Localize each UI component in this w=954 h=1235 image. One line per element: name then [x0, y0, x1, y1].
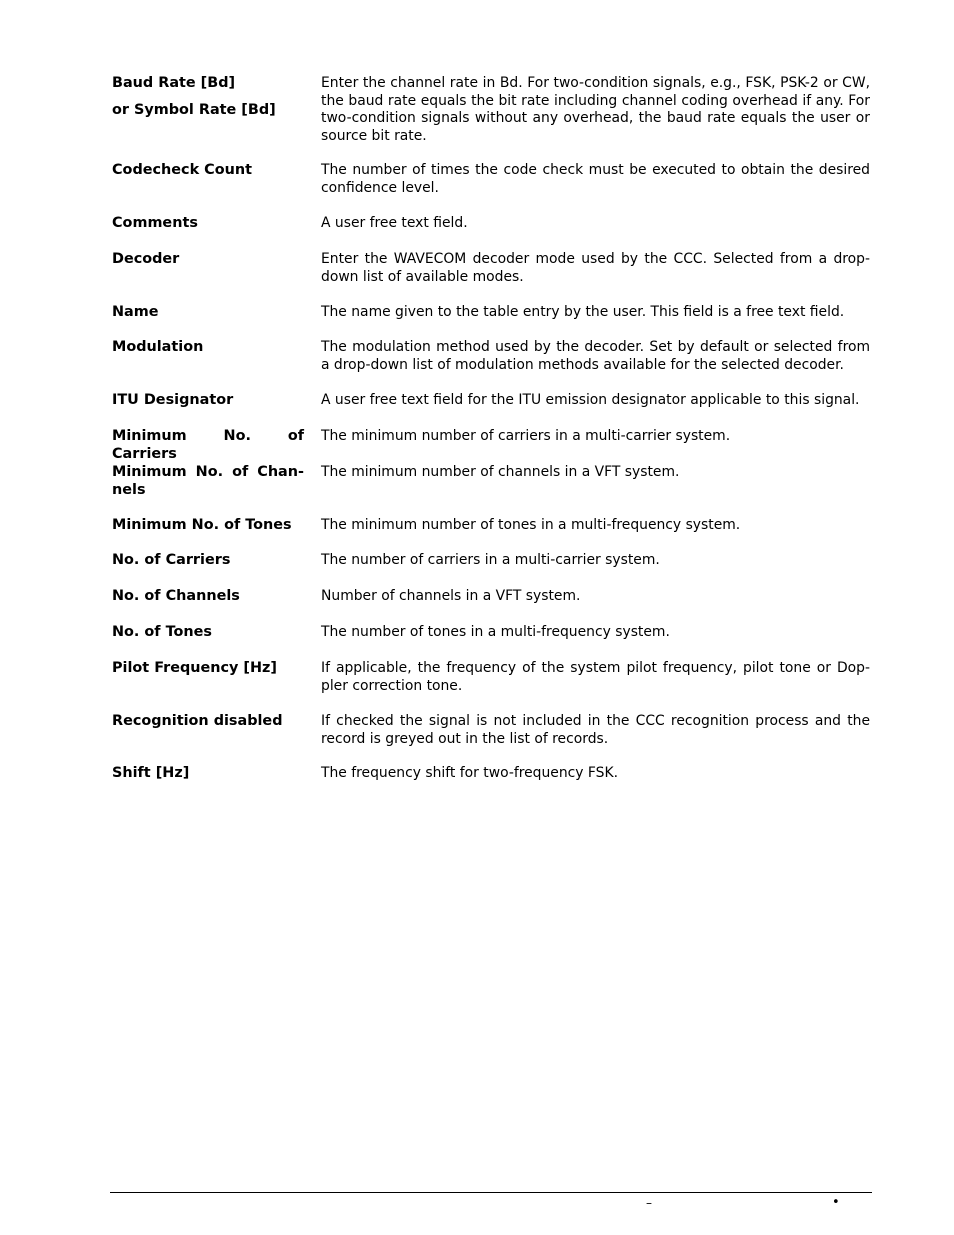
- entry-term: Recognition disabled: [112, 713, 283, 729]
- entry-term: No. of Carriers: [112, 552, 231, 568]
- entry-definition: If applicable, the frequency of the system pilot frequency, pilot tone or Dop-pler correction tone.: [321, 660, 870, 694]
- entry-definition: Enter the channel rate in Bd. For two-condition signals, e.g., FSK, PSK-2 or CW, the baud rate equals the bit rate including channel coding overhead if any. For two-condition signals without any overhead, the baud rate equals the user or source bit rate.: [321, 75, 870, 144]
- entry-term-line: Baud Rate [Bd]: [112, 75, 236, 91]
- footer-dash: –: [646, 1196, 652, 1210]
- entry-definition: The name given to the table entry by the user. This field is a free text field.: [321, 304, 845, 320]
- entry-term: Minimum No. of Chan-nels: [112, 464, 304, 498]
- entry-definition: The number of tones in a multi-frequency system.: [321, 624, 670, 640]
- entry-term: Modulation: [112, 339, 204, 355]
- entry-term: Shift [Hz]: [112, 765, 190, 781]
- entry-term: ITU Designator: [112, 392, 234, 408]
- entry-definition: Enter the WAVECOM decoder mode used by the CCC. Selected from a drop-down list of available modes.: [321, 251, 870, 285]
- footer-bullet-icon: •: [832, 1195, 840, 1210]
- entry-definition: The minimum number of tones in a multi-frequency system.: [321, 517, 741, 533]
- entry-definition: The number of carriers in a multi-carrier system.: [321, 552, 660, 568]
- entry-definition: If checked the signal is not included in the CCC recognition process and the record is greyed out in the list of records.: [321, 713, 870, 747]
- entry-term: Minimum No. of Tones: [112, 517, 292, 533]
- entry-definition: A user free text field.: [321, 215, 468, 231]
- entry-term: No. of Tones: [112, 624, 212, 640]
- entry-definition: The modulation method used by the decoder. Set by default or selected from a drop-down list of modulation methods available for the selected decoder.: [321, 339, 870, 373]
- entry-definition: The minimum number of carriers in a multi-carrier system.: [321, 428, 731, 444]
- entry-term: [112, 75, 304, 119]
- entry-term: Comments: [112, 215, 198, 231]
- entry-definition: The minimum number of channels in a VFT system.: [321, 464, 680, 480]
- footer-divider: [110, 1192, 872, 1193]
- entry-definition: The frequency shift for two-frequency FSK.: [321, 765, 619, 781]
- entry-term: Decoder: [112, 251, 180, 267]
- entry-definition: The number of times the code check must be executed to obtain the desired confidence level.: [321, 162, 870, 196]
- entry-term: No. of Channels: [112, 588, 240, 604]
- entry-term: Codecheck Count: [112, 162, 252, 178]
- entry-term: Minimum No. of Carriers: [112, 428, 304, 462]
- entry-definition: A user free text field for the ITU emission designator applicable to this signal.: [321, 392, 860, 408]
- entry-term: Pilot Frequency [Hz]: [112, 660, 277, 676]
- entry-definition: Number of channels in a VFT system.: [321, 588, 581, 604]
- entry-term-line-alt: or Symbol Rate [Bd]: [112, 101, 276, 118]
- entry-term: Name: [112, 304, 159, 320]
